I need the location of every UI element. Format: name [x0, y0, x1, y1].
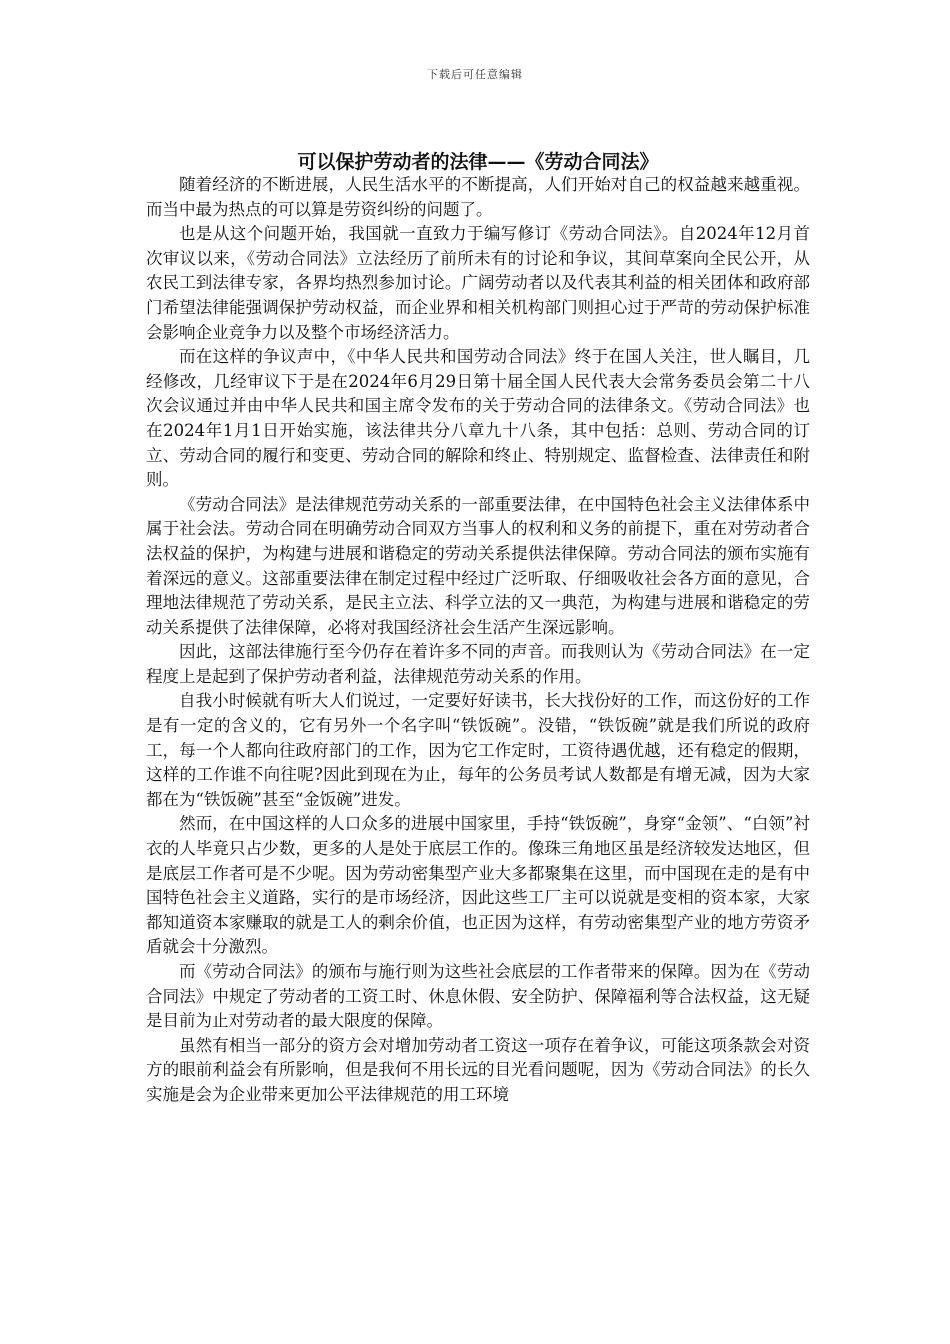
- document-body: [146, 173, 810, 1108]
- paragraph: 虽然有相当一部分的资方会对增加劳动者工资这一项存在着争议，可能这项条款会对资方的眼前利益会有所影响，但是我何不用长远的目光看问题呢，因为《劳动合同法》的长久实施是会为企业带来更加公平法律规范的用工环境: [146, 1035, 810, 1104]
- header-note: 下载后可任意编辑: [427, 68, 523, 81]
- document-title: 可以保护劳动者的法律——《劳动合同法》: [297, 151, 659, 173]
- paragraph: 而在这样的争议声中，《中华人民共和国劳动合同法》终于在国人关注，世人瞩目，几经修改，几经审议下于是在2024年6月29日第十届全国人民代表大会常务委员会第二十八次会议通过并由中华人民共和国主席令发布的关于劳动合同的法律条文。《劳动合同法》也在2024年1月1日开始实施，该法律共分八章九十八条，其中包括：总则、劳动合同的订立、劳动合同的履行和变更、劳动合同的解除和终止、特别规定、监督检查、法律责任和附则。: [146, 347, 810, 490]
- paragraph: 《劳动合同法》是法律规范劳动关系的一部重要法律，在中国特色社会主义法律体系中属于社会法。劳动合同在明确劳动合同双方当事人的权利和义务的前提下，重在对劳动者合法权益的保护，为构建与进展和谐稳定的劳动关系提供法律保障。劳动合同法的颁布实施有着深远的意义。这部重要法律在制定过程中经过广泛听取、仔细吸收社会各方面的意见，合理地法律规范了劳动关系，是民主立法、科学立法的又一典范，为构建与进展和谐稳定的劳动关系提供了法律保障，必将对我国经济社会生活产生深远影响。: [146, 494, 810, 637]
- paragraph: 也是从这个问题开始，我国就一直致力于编写修订《劳动合同法》。自2024年12月首次审议以来，《劳动合同法》立法经历了前所未有的讨论和争议，其间草案向全民公开，从农民工到法律专家，各界均热烈参加讨论。广阔劳动者以及代表其利益的相关团体和政府部门希望法律能强调保护劳动权益，而企业界和相关机构部门则担心过于严苛的劳动保护标准会影响企业竞争力以及整个市场经济活力。: [146, 224, 810, 342]
- paragraph: 自我小时候就有听大人们说过，一定要好好读书，长大找份好的工作，而这份好的工作是有一定的含义的，它有另外一个名字叫“铁饭碗”。没错，“铁饭碗”就是我们所说的政府工，每一个人都向往政府部门的工作，因为它工作定时，工资待遇优越，还有稳定的假期，这样的工作谁不向往呢?因此到现在为止，每年的公务员考试人数都是有增无减，因为大家都在为“铁饭碗”甚至“金饭碗”进发。: [146, 691, 810, 809]
- paragraph: 然而，在中国这样的人口众多的进展中国家里，手持“铁饭碗”，身穿“金领”、“白领”衬衣的人毕竟只占少数，更多的人是处于底层工作的。像珠三角地区虽是经济较发达地区，但是底层工作者可是不少呢。因为劳动密集型产业大多都聚集在这里，而中国现在走的是有中国特色社会主义道路，实行的是市场经济，因此这些工厂主可以说就是变相的资本家，大家都知道资本家赚取的就是工人的剩余价值，也正因为这样，有劳动密集型产业的地方劳资矛盾就会十分激烈。: [146, 814, 810, 957]
- paragraph: 随着经济的不断进展，人民生活水平的不断提高，人们开始对自己的权益越来越重视。而当中最为热点的可以算是劳资纠纷的问题了。: [146, 175, 810, 219]
- paragraph: 而《劳动合同法》的颁布与施行则为这些社会底层的工作者带来的保障。因为在《劳动合同法》中规定了劳动者的工资工时、休息休假、安全防护、保障福利等合法权益，这无疑是目前为止对劳动者的最大限度的保障。: [146, 962, 810, 1031]
- paragraph: 因此，这部法律施行至今仍存在着许多不同的声音。而我则认为《劳动合同法》在一定程度上是起到了保护劳动者利益，法律规范劳动关系的作用。: [146, 642, 810, 686]
